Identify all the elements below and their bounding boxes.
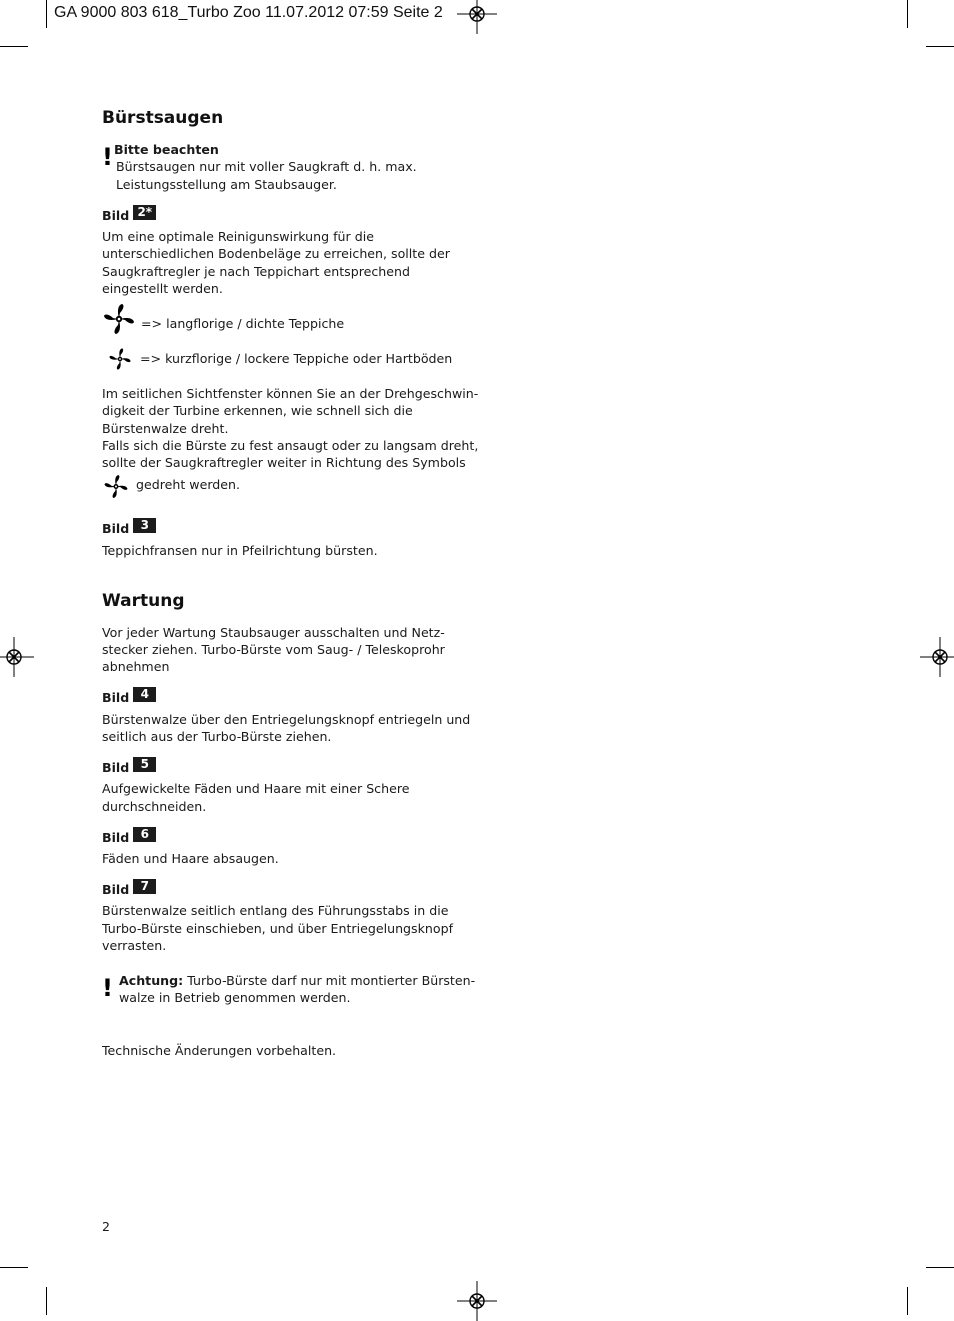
- paragraph-line: eingestellt werden.: [102, 281, 223, 296]
- paragraph-line: sollte der Saugkraftregler weiter in Richtung des Symbols: [102, 455, 466, 470]
- warning-label: Achtung:: [119, 973, 184, 988]
- notice-heading: Bitte beachten: [114, 142, 219, 157]
- figure-label: Bild: [102, 882, 130, 897]
- paragraph-line: Teppichfransen nur in Pfeilrichtung bürsten.: [102, 543, 378, 558]
- figure-label: Bild: [102, 830, 130, 845]
- figure-reference: [102, 827, 156, 845]
- figure-label: Bild: [102, 521, 130, 536]
- paragraph-line: Aufgewickelte Fäden und Haare mit einer Schere: [102, 781, 410, 796]
- exclamation-bullet-icon: !: [102, 143, 113, 171]
- page-number: 2: [102, 1219, 111, 1234]
- figure-reference: [102, 518, 156, 536]
- paragraph-line: Bürstenwalze seitlich entlang des Führungsstabs in die: [102, 903, 449, 918]
- paragraph-line: Um eine optimale Reinigunswirkung für die: [102, 229, 374, 244]
- paragraph-line: Turbo-Bürste einschieben, und über Entriegelungsknopf: [102, 921, 454, 936]
- paragraph-line: unterschiedlichen Bodenbeläge zu erreichen, sollte der: [102, 246, 450, 261]
- figure-number-badge: 5: [133, 757, 156, 772]
- paragraph-line: Falls sich die Bürste zu fest ansaugt oder zu langsam dreht,: [102, 438, 479, 453]
- figure-reference: [102, 879, 156, 897]
- paragraph-line: durchschneiden.: [102, 799, 207, 814]
- figure-label: Bild: [102, 208, 130, 223]
- figure-label: Bild: [102, 760, 130, 775]
- registration-mark-icon: [920, 637, 954, 677]
- crop-mark: [0, 46, 28, 47]
- figure-reference: [102, 687, 156, 705]
- crop-mark: [926, 1267, 954, 1268]
- registration-mark-icon: [457, 0, 497, 34]
- crop-mark: [0, 1267, 28, 1268]
- warning-text: Turbo-Bürste darf nur mit montierter Bürsten-: [183, 973, 476, 988]
- crop-mark: [907, 0, 908, 28]
- figure-label: Bild: [102, 690, 130, 705]
- footnote: Technische Änderungen vorbehalten.: [102, 1043, 337, 1058]
- crop-mark: [46, 0, 47, 28]
- warning-line: [119, 972, 475, 989]
- exclamation-bullet-icon: !: [102, 974, 113, 1002]
- figure-number-badge: 3: [133, 518, 156, 533]
- paragraph-line: seitlich aus der Turbo-Bürste ziehen.: [102, 729, 332, 744]
- figure-reference: [102, 757, 156, 775]
- figure-number-badge: 4: [133, 687, 156, 702]
- figure-reference: [102, 205, 156, 223]
- paragraph-line: Saugkraftregler je nach Teppichart entsprechend: [102, 264, 410, 279]
- paragraph-line: abnehmen: [102, 659, 170, 674]
- warning-text: walze in Betrieb genommen werden.: [119, 990, 351, 1005]
- figure-number-badge: 2*: [133, 205, 156, 220]
- turbine-high-suction-icon: [102, 303, 136, 335]
- paragraph-line: verrasten.: [102, 938, 167, 953]
- paragraph-line: Bürstenwalze dreht.: [102, 421, 229, 436]
- paragraph-line: digkeit der Turbine erkennen, wie schnell sich die: [102, 403, 413, 418]
- paragraph-line: Im seitlichen Sichtfenster können Sie an der Drehgeschwin-: [102, 386, 479, 401]
- notice-text: Bürstsaugen nur mit voller Saugkraft d. h. max.: [116, 159, 417, 174]
- paragraph-line: stecker ziehen. Turbo-Bürste vom Saug- / Teleskoprohr: [102, 642, 445, 657]
- turbine-high-suction-icon: [103, 474, 129, 499]
- section-title-buerstsaugen: Bürstsaugen: [102, 108, 224, 128]
- print-slug: GA 9000 803 618_Turbo Zoo 11.07.2012 07:59 Seite 2: [54, 4, 443, 21]
- figure-number-badge: 7: [133, 879, 156, 894]
- legend-text-high: => langflorige / dichte Teppiche: [141, 316, 345, 331]
- paragraph-line: gedreht werden.: [136, 477, 241, 492]
- crop-mark: [926, 46, 954, 47]
- registration-mark-icon: [0, 637, 34, 677]
- notice-text: Leistungsstellung am Staubsauger.: [116, 177, 337, 192]
- crop-mark: [46, 1287, 47, 1315]
- paragraph-line: Fäden und Haare absaugen.: [102, 851, 279, 866]
- turbine-low-suction-icon: [108, 347, 132, 371]
- registration-mark-icon: [457, 1281, 497, 1321]
- crop-mark: [907, 1287, 908, 1315]
- section-title-wartung: Wartung: [102, 591, 185, 611]
- paragraph-line: Vor jeder Wartung Staubsauger ausschalten und Netz-: [102, 625, 445, 640]
- figure-number-badge: 6: [133, 827, 156, 842]
- legend-text-low: => kurzflorige / lockere Teppiche oder Hartböden: [140, 351, 453, 366]
- paragraph-line: Bürstenwalze über den Entriegelungsknopf entriegeln und: [102, 712, 471, 727]
